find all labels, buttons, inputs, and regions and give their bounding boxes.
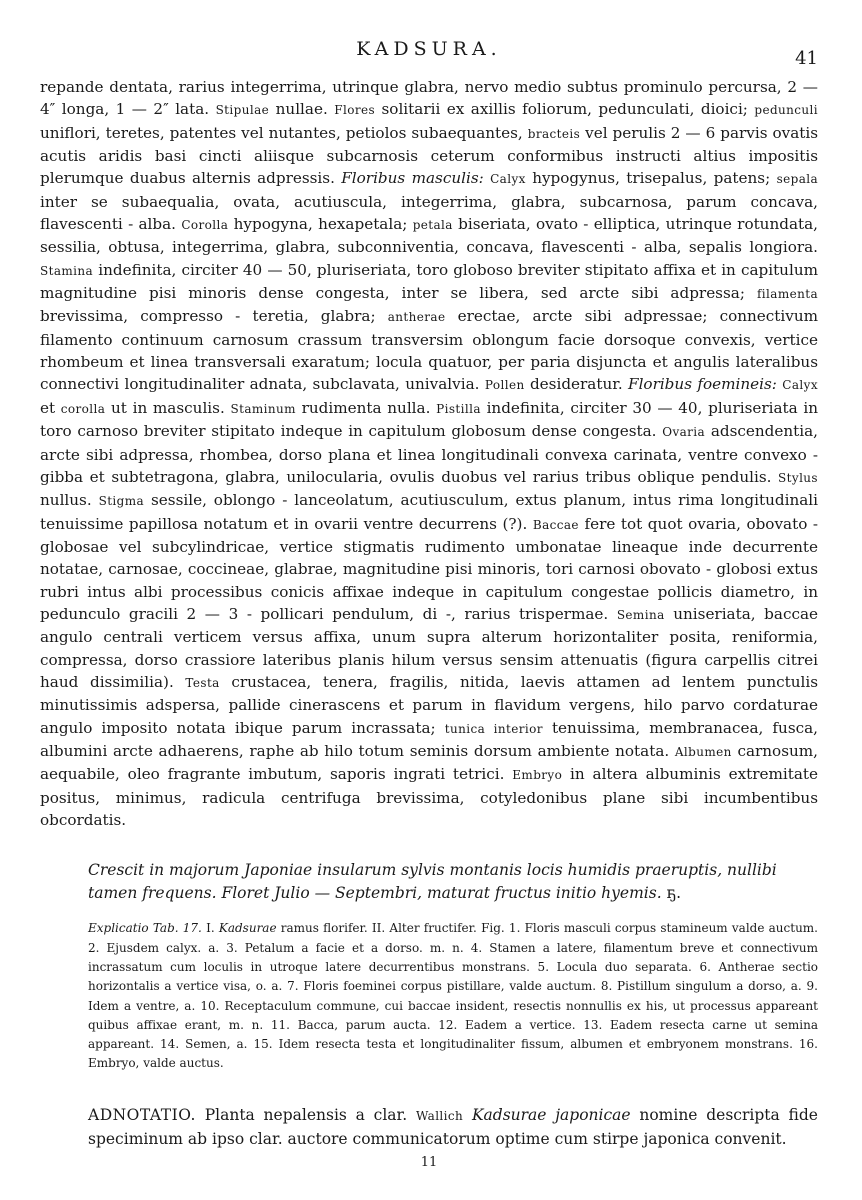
term-antherae: antherae	[387, 310, 446, 325]
perennial-symbol: ҕ.	[666, 884, 682, 903]
text-run: indefinita, circiter 30 — 40, pluriseriata in toro carnoso breviter stipitato indeque in capitulum globosum dense congesta.	[40, 398, 819, 441]
term-filamenta: filamenta	[756, 287, 819, 302]
term-sepala: sepala	[776, 172, 819, 187]
term-stipulae: Stipulae	[215, 103, 270, 118]
adnotatio-paragraph	[40, 1104, 818, 1151]
author-wallich: Wallich	[415, 1108, 464, 1123]
term-flores: Flores	[334, 103, 376, 118]
explicatio-label: Explicatio Tab. 17.	[88, 921, 202, 936]
term-pistilla: Pistilla	[436, 401, 481, 416]
plate-explanation	[40, 919, 818, 1073]
text-run: biseriata, ovato - elliptica, utrinque rotundata, sessilia, obtusa, integerrima, glabra, subconniventia, concava, flavescenti - alba, sepalis longiora.	[40, 215, 819, 257]
adnotatio-label: ADNOTATIO.	[88, 1105, 196, 1124]
term-corolla: corolla	[60, 401, 106, 416]
genus-name: Kadsurae	[218, 921, 277, 936]
text-run: indefinita, circiter 40 — 50, pluriseriata, toro globoso breviter stipitato affixa et in capitulum magnitudine pisi minoris dense congesta, inter se libera, sed arcte sibi adpressa;	[40, 260, 819, 303]
term-semina: Semina	[616, 607, 665, 622]
term-tunica-interior: tunica interior	[444, 721, 543, 736]
signature-mark: 11	[420, 1154, 438, 1170]
text-run: et	[40, 398, 56, 417]
habitat-paragraph	[40, 859, 818, 905]
text-run: inter se subaequalia, ovata, acutiuscula, integerrima, glabra, subcarnosa, parum concava, flavescenti - alba.	[40, 192, 818, 234]
term-pedunculi: pedunculi	[754, 103, 819, 118]
text-run: in altera albuminis extremitate positus, minimus, radicula centrifuga brevissima, cotyledonibus plane sibi incumbentibus obcordatis.	[40, 765, 818, 829]
term-ovaria: Ovaria	[662, 425, 706, 440]
term-embryo: Embryo	[512, 768, 563, 783]
term-albumen: Albumen	[674, 744, 732, 759]
text-run: I.	[206, 921, 215, 936]
description-paragraph	[40, 76, 818, 831]
term-stigma: Stigma	[98, 494, 145, 509]
text-run: Planta nepalensis a clar.	[204, 1105, 408, 1124]
text-run: hypogyna, hexapetala;	[233, 215, 408, 234]
page-header	[40, 30, 818, 76]
text-run: crustacea, tenera, fragilis, nitida, laevis attamen ad lentem punctulis minutissimis adspersa, pallide cinerascens et parum in flavidum vergens, hilo parvo cordaturae angulo imposito notata ibique parum incrassata;	[40, 672, 819, 737]
text-run: uniflori, teretes, patentes vel nutantes, petiolos subaequantes,	[40, 123, 523, 142]
term-bracteis: bracteis	[527, 126, 581, 141]
text-run: brevissima, compresso - teretia, glabra;	[40, 307, 376, 326]
text-run: sessile, oblongo - lanceolatum, acutiusculum, extus planum, intus rima longitudinali tenuissime papillosa notatum et in ovarii ventre decurrens (?).	[40, 491, 818, 533]
text-run: carnosum, aequabile, oleo fragrante imbutum, saporis ingrati tetrici.	[40, 741, 819, 784]
page	[40, 30, 818, 1170]
text-run: ut in masculis.	[111, 398, 225, 417]
page-number: 41	[795, 48, 818, 69]
text-run: nomine descripta fide speciminum ab ipso clar. auctore communicatorum optime cum stirpe japonica convenit.	[88, 1105, 818, 1148]
text-run: fere tot quot ovaria, obovato - globosae vel subcylindricae, vertice stigmatis rudimento umbonatae lineaque inde decurrente notatae, carnosae, coccineae, glabrae, magnitudine pisi minoris, tori carnosi obovato - globosi extus rubri intus albi processibus conicis affixae indeque in capitulum congestae pollicis diametro, in pedunculo gracili 2 — 3 - pollicari pendulum, di -, rarius trispermae.	[40, 514, 819, 623]
text-run: erectae, arcte sibi adpressae; connectivum filamento continuum carnosum crassum transversim oblongum facie dorsoque convexis, vertice rhombeum et linea transversali exaratum; locula quatuor, per paria disjuncta et angulis lateralibus connectivi longitudinaliter adnata, subclavata, univalvia.	[40, 307, 819, 394]
text-run: repande dentata, rarius integerrima, utrinque glabra, nervo medio subtus prominulo percursa, 2 — 4″ longa, 1 — 2″ lata.	[40, 78, 818, 119]
text-run: desideratur.	[529, 375, 623, 394]
species-name: Kadsurae japonicae	[471, 1105, 631, 1124]
term-calyx: Calyx	[490, 172, 526, 187]
text-run: nullus.	[40, 491, 92, 510]
text-run: ramus florifer. II. Alter fructifer. Fig. 1. Floris masculi corpus stamineum valde auctum. 2. Ejusdem calyx. a. 3. Petalum a facie et a dorso. m. n. 4. Stamen a latere, filamentum breve et connectivum incrassatum cum loculis in utroque latere decurrentibus monstrans. 5. Locula duo separata. 6. Antherae sectio horizontalis a vertice visa, o. a. 7. Floris foeminei corpus pistillare, valde auctum. 8. Pistillum singulum a dorso, a. 9. Idem a ventre, a. 10. Receptaculum commune, cui baccae insident, resectis nonnullis ex his, ut processus appareant quibus affixae erant, m. n. 11. Bacca, parum aucta. 12. Eadem a vertice. 13. Eadem resecta carne ut semina appareant. 14. Semen, a. 15. Idem resecta testa et longitudinaliter fissum, albumen et embryonem monstrans. 16. Embryo, valde auctus.	[88, 921, 818, 1071]
heading-floribus-masculis: Floribus masculis:	[341, 169, 484, 188]
term-stylus: Stylus	[778, 470, 818, 485]
text-run: uniseriata, baccae angulo centrali verticem versus affixa, unum supra alterum horizontaliter posita, reniformia, compressa, dorso crassiore lateribus planis hilum versus sensim attenuatis (figura carpellis citrei haud dissimilia).	[40, 604, 819, 691]
term-calyx: Calyx	[782, 378, 819, 393]
term-stamina: Stamina	[40, 263, 94, 278]
text-run: tenuissima, membranacea, fusca, albumini arcte adhaerens, raphe ab hilo totum seminis dorsum ambiente notata.	[40, 718, 819, 760]
term-pollen: Pollen	[484, 378, 525, 393]
term-corolla: Corolla	[181, 218, 229, 233]
text-run: rudimenta nulla.	[301, 398, 431, 417]
text-run: solitarii ex axillis foliorum, pedunculati, dioici;	[381, 100, 748, 119]
term-baccae: Baccae	[532, 517, 579, 532]
term-testa: Testa	[185, 675, 220, 690]
heading-floribus-foemineis: Floribus foemineis:	[628, 375, 777, 394]
text-run: adscendentia, arcte sibi adpressa, rhombea, dorso plana et linea longitudinali convexa carinata, ventre convexo - gibba et subtetragona, glabra, unilocularia, ovulis duobus vel rarius tribus oblique pendulis.	[40, 422, 819, 486]
term-staminum: Staminum	[230, 401, 296, 416]
running-title: KADSURA.	[356, 38, 502, 60]
text-run: nullae.	[275, 100, 328, 119]
term-petala: petala	[412, 218, 453, 233]
habitat-text: Crescit in majorum Japoniae insularum sylvis montanis locis humidis praeruptis, nullibi tamen frequens. Floret Julio — Septembri, maturat fructus initio hyemis.	[88, 861, 777, 903]
text-run: hypogynus, trisepalus, patens;	[532, 169, 771, 188]
text-run: vel perulis 2 — 6 parvis ovatis acutis aridis basi cincti aliisque subcarnosis ceterum conformibus instructi altius impositis plerumque duabus alternis adpressis.	[40, 123, 819, 188]
